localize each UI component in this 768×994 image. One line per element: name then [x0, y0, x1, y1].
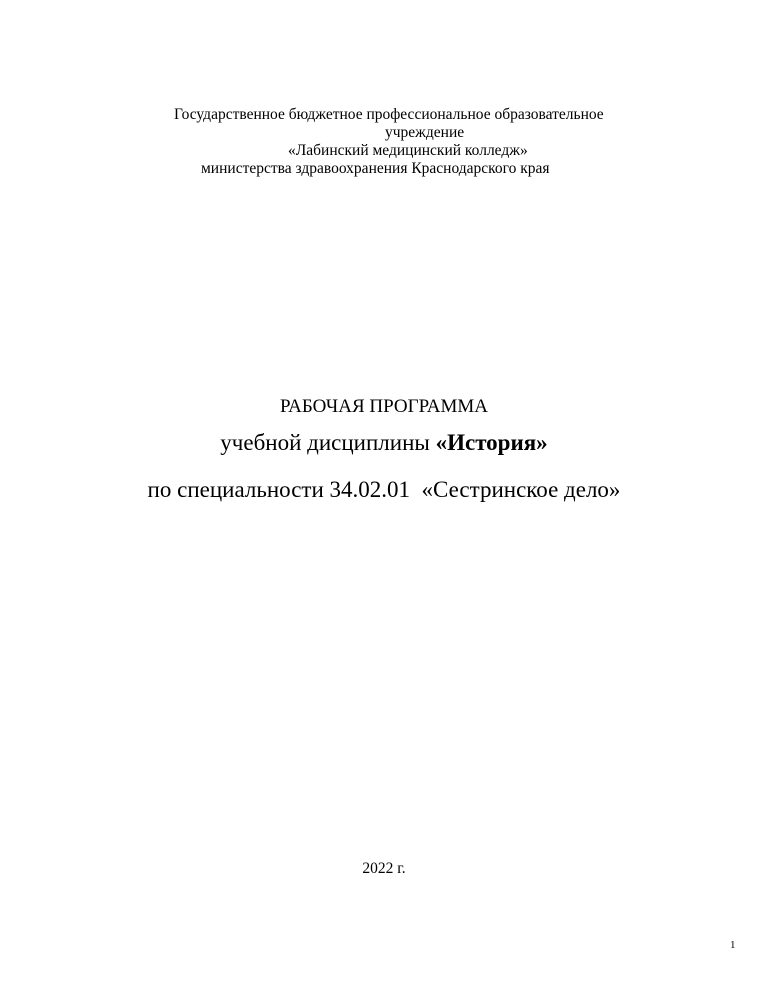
institution-line-2: учреждение	[385, 124, 465, 141]
institution-line-4: министерства здравоохранения Краснодарского края	[201, 160, 550, 177]
document-type-title: РАБОЧАЯ ПРОГРАММА	[280, 396, 488, 417]
institution-line-3: «Лабинский медицинский колледж»	[288, 142, 528, 159]
page-number: 1	[730, 939, 736, 951]
specialty-title: по специальности 34.02.01 «Сестринское дело»	[147, 477, 621, 502]
discipline-name: «История»	[435, 430, 548, 455]
discipline-title	[0, 431, 768, 454]
document-year: 2022 г.	[362, 860, 406, 877]
discipline-prefix: учебной дисциплины	[220, 430, 436, 455]
institution-line-1: Государственное бюджетное профессиональное образовательное	[174, 106, 604, 123]
